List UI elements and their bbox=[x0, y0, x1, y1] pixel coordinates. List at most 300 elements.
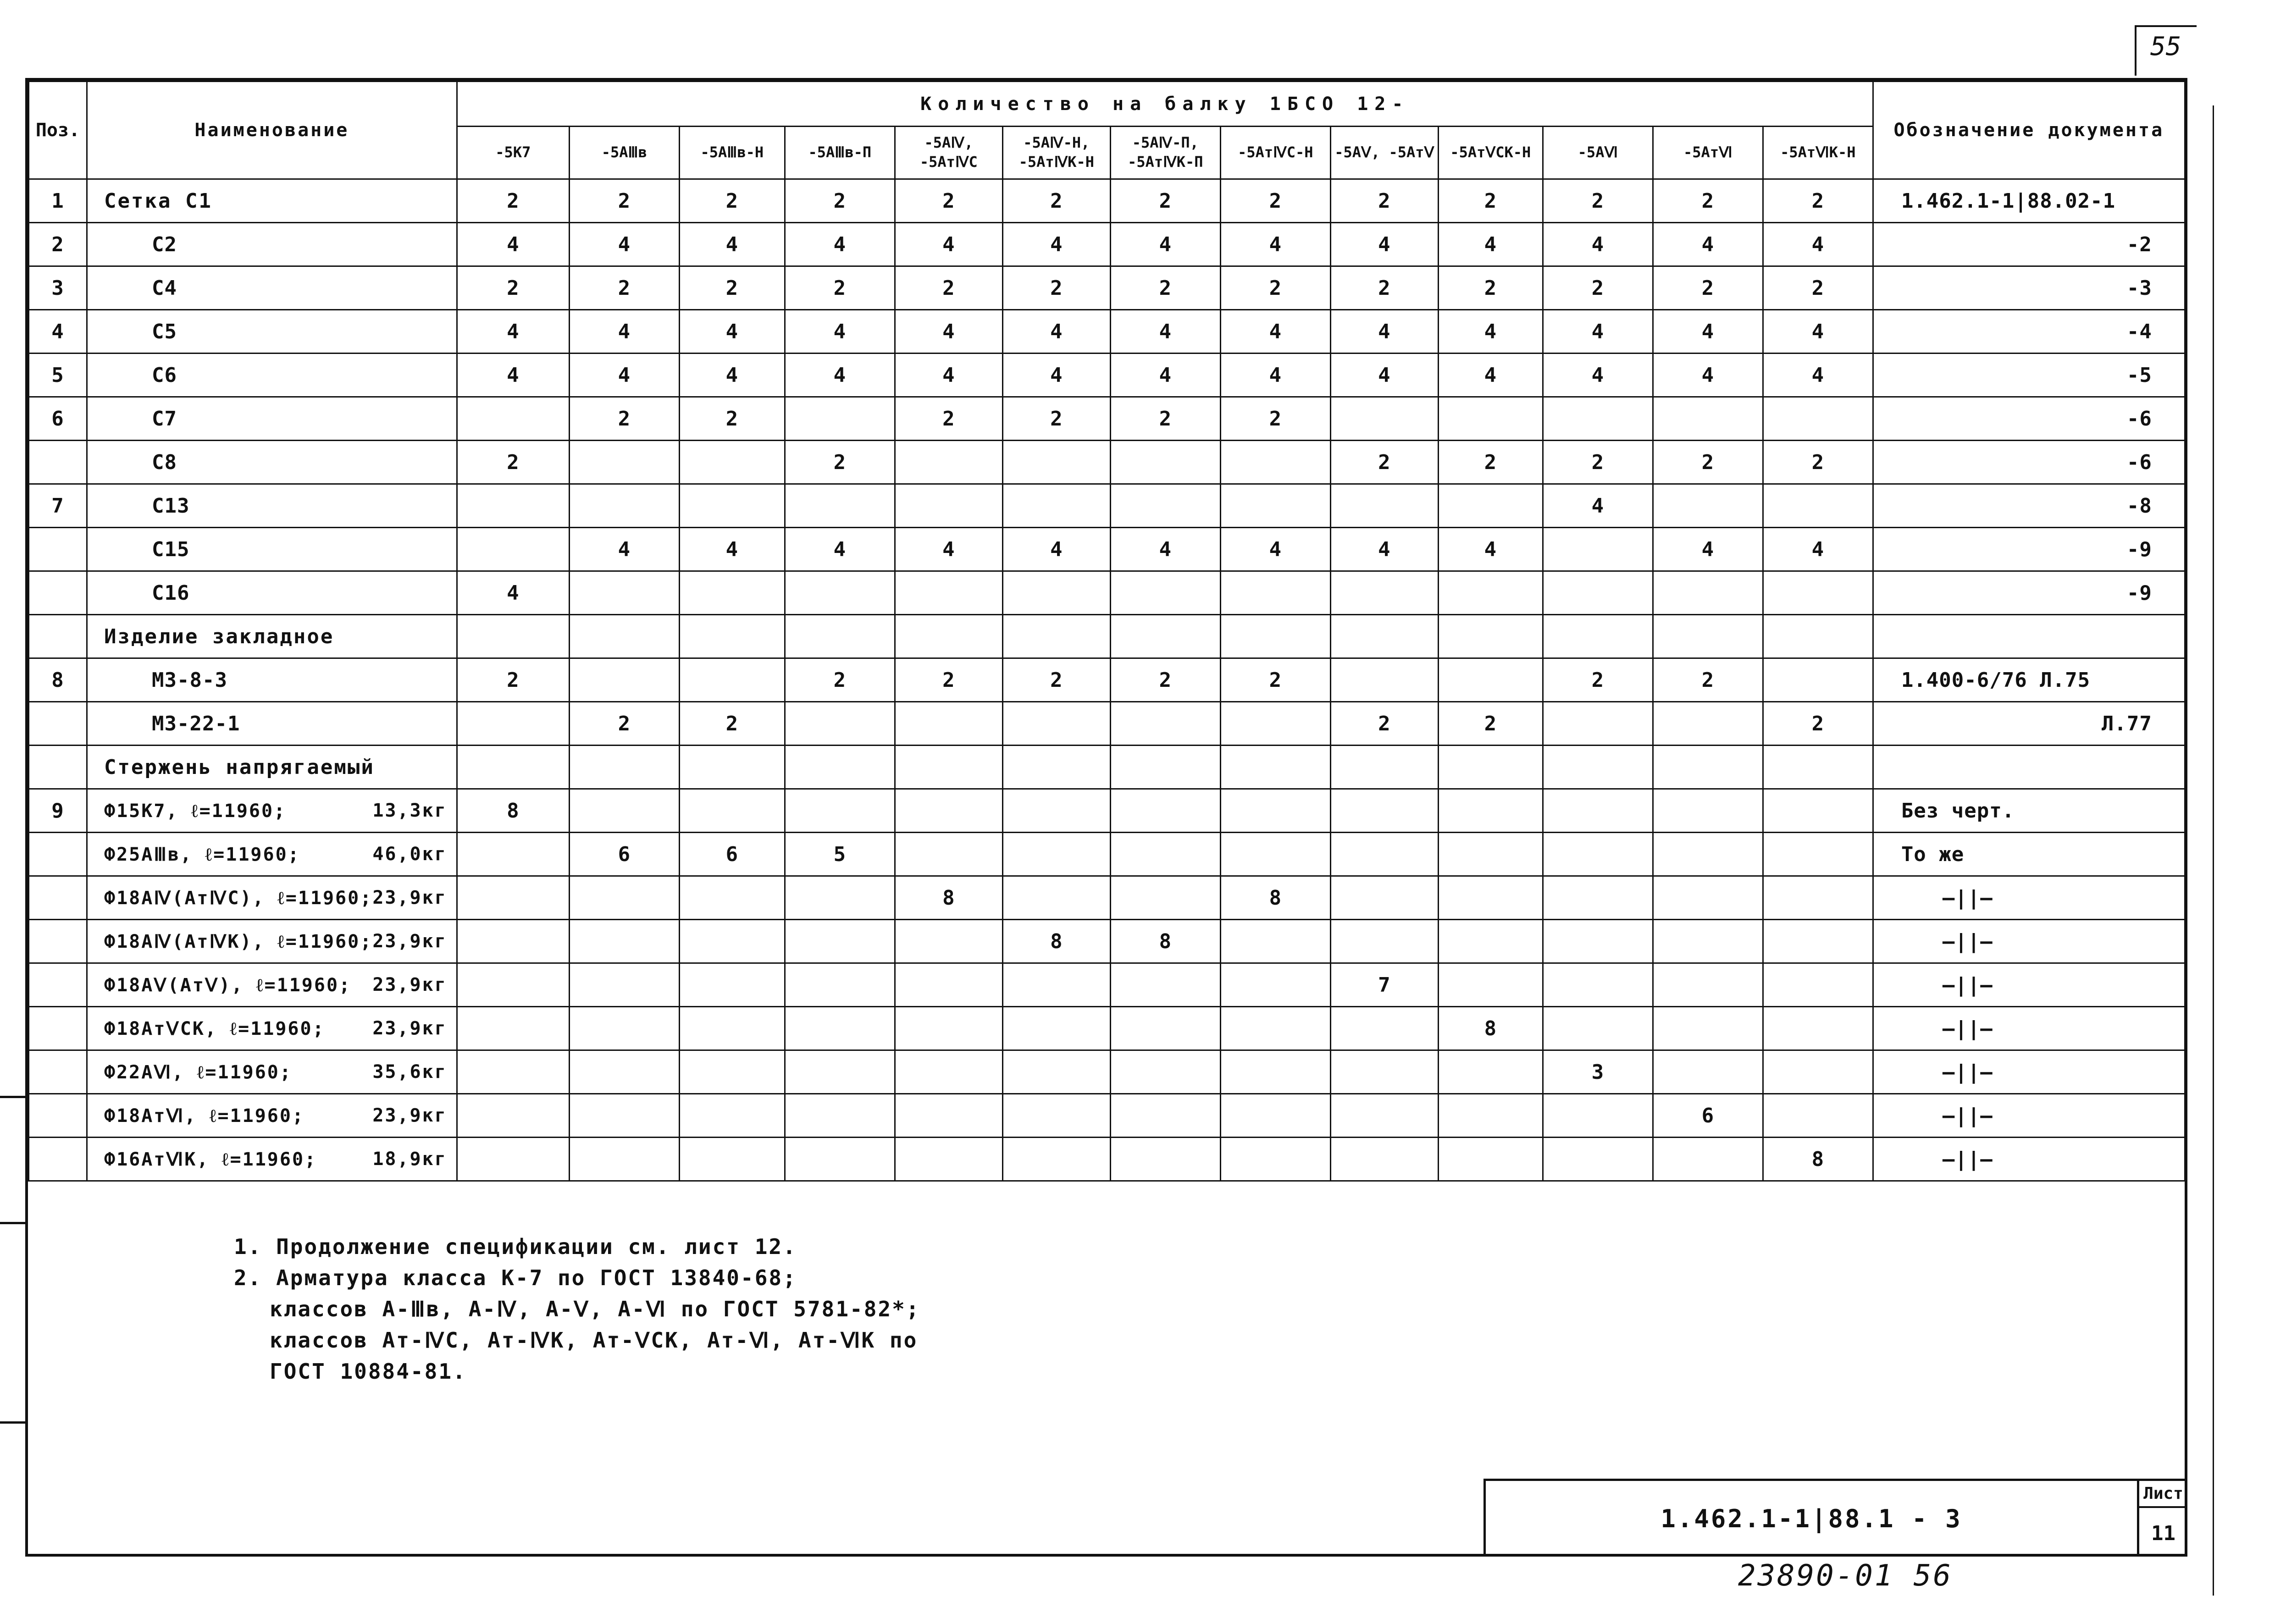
column-header: -5АⅤ, -5АтⅤ bbox=[1330, 127, 1438, 179]
quantity-cell bbox=[1438, 833, 1543, 876]
rod-mass: 23,9кг bbox=[372, 974, 447, 995]
quantity-cell bbox=[1763, 1007, 1873, 1050]
margin-tick bbox=[0, 1421, 25, 1424]
quantity-cell: 2 bbox=[1002, 266, 1110, 310]
quantity-cell: 4 bbox=[1220, 528, 1330, 571]
quantity-cell: 2 bbox=[679, 702, 785, 746]
quantity-cell: 4 bbox=[1438, 354, 1543, 397]
table-row bbox=[29, 1094, 2185, 1138]
rod-name: Ф18АтⅥ, ℓ=11960; bbox=[104, 1105, 305, 1127]
quantity-cell bbox=[1543, 920, 1653, 963]
row-document: —||— bbox=[1873, 1138, 2185, 1181]
row-document: 1.400-6/76 Л.75 bbox=[1873, 658, 2185, 702]
quantity-cell bbox=[785, 1094, 895, 1138]
quantity-cell: 2 bbox=[1110, 658, 1220, 702]
quantity-cell bbox=[457, 1007, 569, 1050]
quantity-cell: 2 bbox=[785, 441, 895, 484]
quantity-cell bbox=[1220, 1094, 1330, 1138]
quantity-cell: 8 bbox=[1438, 1007, 1543, 1050]
quantity-cell: 2 bbox=[457, 441, 569, 484]
notes bbox=[234, 1231, 920, 1387]
quantity-cell bbox=[457, 702, 569, 746]
quantity-cell bbox=[1653, 1007, 1763, 1050]
quantity-cell bbox=[1763, 789, 1873, 833]
quantity-cell bbox=[1330, 571, 1438, 615]
quantity-cell bbox=[1330, 920, 1438, 963]
quantity-cell bbox=[569, 1007, 679, 1050]
row-pos: 8 bbox=[29, 658, 87, 702]
quantity-cell: 4 bbox=[1438, 223, 1543, 266]
quantity-cell bbox=[679, 1007, 785, 1050]
row-name: МЗ-8-3 bbox=[87, 658, 457, 702]
quantity-cell bbox=[569, 1094, 679, 1138]
quantity-cell: 2 bbox=[457, 266, 569, 310]
quantity-cell: 2 bbox=[1002, 179, 1110, 223]
quantity-cell bbox=[1002, 1050, 1110, 1094]
quantity-cell bbox=[895, 833, 1002, 876]
quantity-cell bbox=[1110, 833, 1220, 876]
specification-table bbox=[28, 81, 2186, 1182]
rod-mass: 13,3кг bbox=[372, 800, 447, 821]
quantity-cell bbox=[679, 1138, 785, 1181]
quantity-cell bbox=[1002, 571, 1110, 615]
quantity-cell bbox=[457, 397, 569, 441]
quantity-cell bbox=[569, 789, 679, 833]
header-name: Наименование bbox=[87, 82, 457, 179]
row-name bbox=[87, 1050, 457, 1094]
empty-cell bbox=[895, 746, 1002, 789]
quantity-cell bbox=[1002, 702, 1110, 746]
quantity-cell bbox=[1002, 441, 1110, 484]
right-margin-rule bbox=[2213, 105, 2214, 1596]
rod-description bbox=[104, 931, 447, 952]
quantity-cell bbox=[1002, 1007, 1110, 1050]
quantity-cell: 6 bbox=[679, 833, 785, 876]
quantity-cell bbox=[785, 789, 895, 833]
rod-description bbox=[104, 800, 447, 822]
quantity-cell: 4 bbox=[785, 310, 895, 354]
quantity-cell bbox=[1330, 1007, 1438, 1050]
rod-name: Ф18АⅣ(АтⅣС), ℓ=11960; bbox=[104, 887, 373, 909]
note-1: 1. Продолжение спецификации см. лист 12. bbox=[234, 1234, 797, 1259]
quantity-cell bbox=[1653, 876, 1763, 920]
header-document: Обозначение документа bbox=[1873, 82, 2185, 179]
table-row bbox=[29, 876, 2185, 920]
quantity-cell bbox=[895, 789, 1002, 833]
quantity-cell: 4 bbox=[1110, 528, 1220, 571]
sheet-number: 11 bbox=[2151, 1522, 2175, 1545]
quantity-cell bbox=[1220, 484, 1330, 528]
quantity-cell: 2 bbox=[1330, 266, 1438, 310]
quantity-cell bbox=[1543, 963, 1653, 1007]
quantity-cell bbox=[1438, 658, 1543, 702]
quantity-cell bbox=[1110, 571, 1220, 615]
sheet-box bbox=[2137, 1479, 2187, 1557]
quantity-cell: 4 bbox=[679, 354, 785, 397]
quantity-cell bbox=[457, 528, 569, 571]
quantity-cell bbox=[1543, 1138, 1653, 1181]
empty-cell bbox=[457, 615, 569, 658]
quantity-cell: 2 bbox=[895, 397, 1002, 441]
row-name: Сетка С1 bbox=[87, 179, 457, 223]
row-name: С2 bbox=[87, 223, 457, 266]
empty-cell bbox=[1438, 746, 1543, 789]
quantity-cell: 4 bbox=[1330, 310, 1438, 354]
rod-description bbox=[104, 1018, 447, 1039]
quantity-cell: 2 bbox=[1220, 397, 1330, 441]
row-document: -5 bbox=[1873, 354, 2185, 397]
row-pos bbox=[29, 1050, 87, 1094]
quantity-cell: 4 bbox=[457, 571, 569, 615]
quantity-cell bbox=[1653, 1138, 1763, 1181]
quantity-cell: 6 bbox=[1653, 1094, 1763, 1138]
row-document: -6 bbox=[1873, 397, 2185, 441]
table-row bbox=[29, 833, 2185, 876]
quantity-cell: 4 bbox=[1330, 528, 1438, 571]
section-title-row bbox=[29, 746, 2185, 789]
row-pos bbox=[29, 746, 87, 789]
quantity-cell: 4 bbox=[1438, 310, 1543, 354]
quantity-cell: 2 bbox=[1330, 179, 1438, 223]
quantity-cell bbox=[1543, 571, 1653, 615]
quantity-cell: 4 bbox=[1543, 484, 1653, 528]
column-header: -5АтⅣС-Н bbox=[1220, 127, 1330, 179]
quantity-cell bbox=[785, 876, 895, 920]
quantity-cell: 8 bbox=[1002, 920, 1110, 963]
quantity-cell: 2 bbox=[1220, 658, 1330, 702]
quantity-cell: 2 bbox=[1763, 266, 1873, 310]
row-pos: 5 bbox=[29, 354, 87, 397]
row-pos: 7 bbox=[29, 484, 87, 528]
quantity-cell bbox=[1002, 1138, 1110, 1181]
quantity-cell bbox=[785, 1050, 895, 1094]
quantity-cell bbox=[1220, 1007, 1330, 1050]
margin-tick bbox=[0, 1222, 25, 1224]
column-header: -5АтⅥ bbox=[1653, 127, 1763, 179]
quantity-cell bbox=[457, 920, 569, 963]
header-pos: Поз. bbox=[29, 82, 87, 179]
row-pos bbox=[29, 1138, 87, 1181]
row-name bbox=[87, 1094, 457, 1138]
quantity-cell bbox=[1110, 484, 1220, 528]
quantity-cell bbox=[457, 1050, 569, 1094]
empty-cell bbox=[1543, 615, 1653, 658]
table-row bbox=[29, 963, 2185, 1007]
row-name bbox=[87, 1138, 457, 1181]
row-name bbox=[87, 920, 457, 963]
quantity-cell: 4 bbox=[679, 528, 785, 571]
table-row bbox=[29, 1138, 2185, 1181]
quantity-cell bbox=[1002, 833, 1110, 876]
row-name: С4 bbox=[87, 266, 457, 310]
quantity-cell: 4 bbox=[785, 223, 895, 266]
row-document: -8 bbox=[1873, 484, 2185, 528]
section-title-row bbox=[29, 615, 2185, 658]
quantity-cell: 2 bbox=[1220, 266, 1330, 310]
quantity-cell: 4 bbox=[785, 528, 895, 571]
quantity-cell bbox=[569, 876, 679, 920]
empty-cell bbox=[1763, 746, 1873, 789]
column-header: -5АⅥ bbox=[1543, 127, 1653, 179]
quantity-cell: 4 bbox=[569, 310, 679, 354]
quantity-cell bbox=[1438, 1094, 1543, 1138]
quantity-cell: 4 bbox=[1653, 528, 1763, 571]
quantity-cell: 2 bbox=[1220, 179, 1330, 223]
quantity-cell bbox=[679, 484, 785, 528]
row-name: С5 bbox=[87, 310, 457, 354]
quantity-cell bbox=[895, 484, 1002, 528]
quantity-cell bbox=[1110, 1050, 1220, 1094]
quantity-cell bbox=[1330, 1138, 1438, 1181]
quantity-cell bbox=[1110, 789, 1220, 833]
quantity-cell: 4 bbox=[1438, 528, 1543, 571]
margin-tick bbox=[0, 1096, 25, 1098]
quantity-cell bbox=[785, 1138, 895, 1181]
quantity-cell bbox=[785, 702, 895, 746]
row-document: -3 bbox=[1873, 266, 2185, 310]
quantity-cell bbox=[1653, 571, 1763, 615]
quantity-cell: 2 bbox=[679, 266, 785, 310]
quantity-cell bbox=[1653, 789, 1763, 833]
quantity-cell: 4 bbox=[1330, 354, 1438, 397]
table-row bbox=[29, 310, 2185, 354]
empty-cell bbox=[1763, 615, 1873, 658]
quantity-cell: 4 bbox=[895, 223, 1002, 266]
column-header: -5АⅢв bbox=[569, 127, 679, 179]
quantity-cell bbox=[1653, 833, 1763, 876]
quantity-cell bbox=[895, 441, 1002, 484]
quantity-cell bbox=[1763, 658, 1873, 702]
quantity-cell: 2 bbox=[785, 266, 895, 310]
quantity-cell: 4 bbox=[895, 354, 1002, 397]
quantity-cell: 2 bbox=[1653, 441, 1763, 484]
quantity-cell: 2 bbox=[1110, 179, 1220, 223]
quantity-cell: 4 bbox=[569, 223, 679, 266]
quantity-cell: 4 bbox=[679, 223, 785, 266]
empty-cell bbox=[1543, 746, 1653, 789]
quantity-cell: 2 bbox=[1543, 266, 1653, 310]
row-pos bbox=[29, 615, 87, 658]
quantity-cell: 2 bbox=[1543, 658, 1653, 702]
quantity-cell bbox=[785, 963, 895, 1007]
row-document: -6 bbox=[1873, 441, 2185, 484]
row-name: С13 bbox=[87, 484, 457, 528]
empty-cell bbox=[1653, 746, 1763, 789]
quantity-cell bbox=[1763, 963, 1873, 1007]
rod-name: Ф18АⅣ(АтⅣК), ℓ=11960; bbox=[104, 931, 373, 952]
column-header: -5АтⅤСК-Н bbox=[1438, 127, 1543, 179]
quantity-cell: 4 bbox=[1002, 528, 1110, 571]
row-name bbox=[87, 1007, 457, 1050]
table-row bbox=[29, 528, 2185, 571]
quantity-cell: 4 bbox=[1220, 354, 1330, 397]
empty-cell bbox=[1110, 615, 1220, 658]
quantity-cell: 4 bbox=[1653, 310, 1763, 354]
quantity-cell bbox=[1220, 1050, 1330, 1094]
quantity-cell: 4 bbox=[1220, 223, 1330, 266]
quantity-cell bbox=[1763, 1094, 1873, 1138]
row-document: Без черт. bbox=[1873, 789, 2185, 833]
quantity-cell: 2 bbox=[1110, 266, 1220, 310]
quantity-cell bbox=[1220, 789, 1330, 833]
section-title: Изделие закладное bbox=[87, 615, 457, 658]
quantity-cell: 4 bbox=[1543, 223, 1653, 266]
quantity-cell bbox=[1220, 702, 1330, 746]
quantity-cell: 2 bbox=[1653, 266, 1763, 310]
quantity-cell bbox=[569, 963, 679, 1007]
row-document: —||— bbox=[1873, 1007, 2185, 1050]
quantity-cell: 6 bbox=[569, 833, 679, 876]
quantity-cell: 2 bbox=[1002, 397, 1110, 441]
table-row bbox=[29, 179, 2185, 223]
row-document: Л.77 bbox=[1873, 702, 2185, 746]
quantity-cell: 4 bbox=[457, 223, 569, 266]
section-title: Стержень напрягаемый bbox=[87, 746, 457, 789]
quantity-cell bbox=[1330, 397, 1438, 441]
table-row bbox=[29, 1007, 2185, 1050]
table-row bbox=[29, 789, 2185, 833]
quantity-cell: 2 bbox=[1763, 702, 1873, 746]
quantity-cell bbox=[679, 876, 785, 920]
quantity-cell bbox=[895, 571, 1002, 615]
quantity-cell bbox=[1438, 1050, 1543, 1094]
quantity-cell bbox=[1330, 789, 1438, 833]
quantity-cell: 2 bbox=[1438, 702, 1543, 746]
rod-name: Ф18АтⅤСК, ℓ=11960; bbox=[104, 1018, 325, 1039]
quantity-cell bbox=[1220, 571, 1330, 615]
header-quantity: Количество на балку 1БСО 12- bbox=[457, 82, 1873, 127]
column-header: -5АⅢв-П bbox=[785, 127, 895, 179]
rod-name: Ф16АтⅥК, ℓ=11960; bbox=[104, 1149, 317, 1170]
quantity-cell bbox=[1763, 920, 1873, 963]
quantity-cell: 2 bbox=[1330, 441, 1438, 484]
rod-description bbox=[104, 1105, 447, 1127]
quantity-cell bbox=[1002, 876, 1110, 920]
quantity-cell: 2 bbox=[1763, 179, 1873, 223]
note-2: 2. Арматура класса К-7 по ГОСТ 13840-68; bbox=[234, 1265, 797, 1290]
quantity-cell bbox=[1002, 484, 1110, 528]
quantity-cell: 2 bbox=[1438, 441, 1543, 484]
quantity-cell bbox=[457, 1138, 569, 1181]
empty-cell bbox=[1330, 615, 1438, 658]
table-row bbox=[29, 571, 2185, 615]
quantity-cell bbox=[457, 963, 569, 1007]
quantity-cell bbox=[1653, 963, 1763, 1007]
empty-cell bbox=[1220, 615, 1330, 658]
row-name: МЗ-22-1 bbox=[87, 702, 457, 746]
quantity-cell: 2 bbox=[785, 658, 895, 702]
rod-mass: 18,9кг bbox=[372, 1148, 447, 1170]
quantity-cell: 2 bbox=[1002, 658, 1110, 702]
empty-cell bbox=[679, 746, 785, 789]
quantity-cell: 4 bbox=[1653, 354, 1763, 397]
row-pos bbox=[29, 571, 87, 615]
quantity-cell bbox=[679, 1094, 785, 1138]
row-pos: 2 bbox=[29, 223, 87, 266]
row-pos bbox=[29, 876, 87, 920]
table-row bbox=[29, 397, 2185, 441]
quantity-cell: 4 bbox=[1763, 528, 1873, 571]
header-row bbox=[29, 82, 2185, 127]
quantity-cell bbox=[1330, 484, 1438, 528]
quantity-cell: 4 bbox=[1110, 310, 1220, 354]
table-row bbox=[29, 658, 2185, 702]
empty-cell bbox=[785, 746, 895, 789]
quantity-cell bbox=[1438, 1138, 1543, 1181]
quantity-cell bbox=[1653, 920, 1763, 963]
quantity-cell bbox=[1110, 1138, 1220, 1181]
row-document: —||— bbox=[1873, 876, 2185, 920]
quantity-cell bbox=[1330, 1050, 1438, 1094]
quantity-cell bbox=[895, 1050, 1002, 1094]
row-name bbox=[87, 789, 457, 833]
rod-description bbox=[104, 974, 447, 996]
quantity-cell: 2 bbox=[457, 179, 569, 223]
rod-mass: 23,9кг bbox=[372, 1105, 447, 1126]
quantity-cell: 2 bbox=[569, 397, 679, 441]
archive-number: 23890-01 56 bbox=[1738, 1559, 1953, 1593]
quantity-cell: 2 bbox=[569, 179, 679, 223]
quantity-cell: 7 bbox=[1330, 963, 1438, 1007]
row-document: —||— bbox=[1873, 1094, 2185, 1138]
empty-cell bbox=[785, 615, 895, 658]
quantity-cell bbox=[569, 658, 679, 702]
quantity-cell: 4 bbox=[895, 310, 1002, 354]
quantity-cell bbox=[1002, 789, 1110, 833]
table-row bbox=[29, 441, 2185, 484]
quantity-cell: 2 bbox=[1330, 702, 1438, 746]
quantity-cell bbox=[1330, 833, 1438, 876]
quantity-cell bbox=[679, 963, 785, 1007]
quantity-cell bbox=[895, 920, 1002, 963]
quantity-cell bbox=[895, 1094, 1002, 1138]
row-pos: 4 bbox=[29, 310, 87, 354]
empty-cell bbox=[679, 615, 785, 658]
quantity-cell: 4 bbox=[1763, 354, 1873, 397]
note-2-line-2: классов А-Ⅲв, А-Ⅳ, А-Ⅴ, А-Ⅵ по ГОСТ 5781-82*; bbox=[270, 1297, 920, 1321]
quantity-cell: 2 bbox=[569, 702, 679, 746]
quantity-cell bbox=[895, 702, 1002, 746]
quantity-cell: 2 bbox=[1653, 658, 1763, 702]
quantity-cell bbox=[1002, 963, 1110, 1007]
quantity-cell bbox=[785, 1007, 895, 1050]
quantity-cell bbox=[1763, 571, 1873, 615]
quantity-cell bbox=[895, 963, 1002, 1007]
quantity-cell bbox=[1438, 876, 1543, 920]
note-2-line-4: ГОСТ 10884-81. bbox=[270, 1359, 467, 1384]
quantity-cell: 8 bbox=[895, 876, 1002, 920]
quantity-cell bbox=[1438, 571, 1543, 615]
note-2-line-3: классов Ат-ⅣС, Ат-ⅣК, Ат-ⅤСК, Ат-Ⅵ, Ат-ⅥК по bbox=[270, 1328, 918, 1353]
quantity-cell bbox=[1543, 1094, 1653, 1138]
rod-mass: 46,0кг bbox=[372, 843, 447, 865]
row-name: С8 bbox=[87, 441, 457, 484]
rod-description bbox=[104, 1149, 447, 1170]
quantity-cell bbox=[1110, 702, 1220, 746]
table-row bbox=[29, 1050, 2185, 1094]
quantity-cell: 4 bbox=[1653, 223, 1763, 266]
quantity-cell: 4 bbox=[1110, 354, 1220, 397]
row-document: -4 bbox=[1873, 310, 2185, 354]
column-header: -5АⅢв-Н bbox=[679, 127, 785, 179]
quantity-cell: 2 bbox=[679, 397, 785, 441]
quantity-cell bbox=[1653, 397, 1763, 441]
quantity-cell bbox=[1110, 963, 1220, 1007]
quantity-cell: 8 bbox=[1110, 920, 1220, 963]
quantity-cell bbox=[1330, 876, 1438, 920]
quantity-cell: 4 bbox=[679, 310, 785, 354]
quantity-cell bbox=[679, 920, 785, 963]
